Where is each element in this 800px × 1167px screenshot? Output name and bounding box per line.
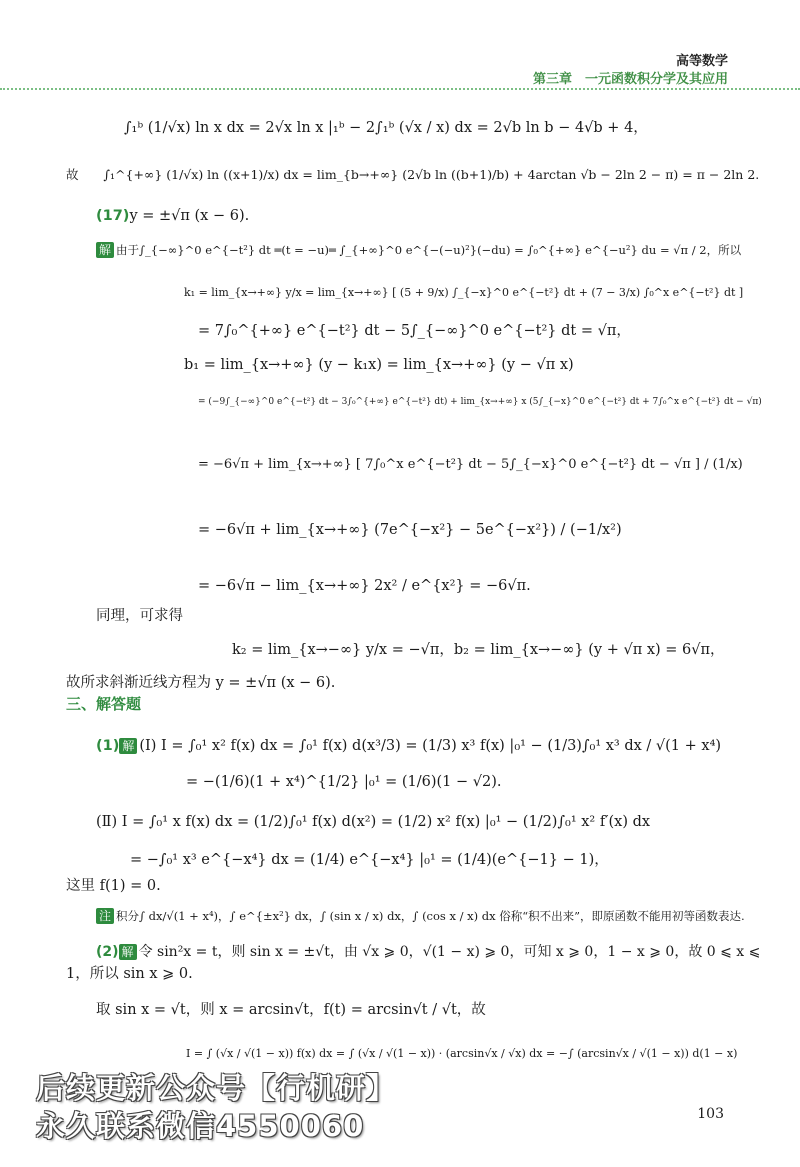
book-title: 高等数学 [675, 54, 728, 69]
watermark-line-1: 后续更新公众号【行机研】 [36, 1071, 397, 1105]
text-line [198, 455, 743, 475]
chapter-title: 第三章 一元函数积分学及其应用 [532, 72, 728, 87]
text-line [198, 321, 631, 341]
text-line [186, 1044, 737, 1064]
line-text: 由于∫_{−∞}^0 e^{−t²} dt ═(t = −u)═ ∫_{+∞}^0 e^{−(−u)²}(−du) = ∫₀^{+∞} e^{−u²} du = √π / 2，所以 [116, 243, 742, 257]
text-line [198, 520, 622, 540]
text-line [184, 355, 574, 375]
line-text: k₁ = lim_{x→+∞} y/x = lim_{x→+∞} [ (5 + 9/x) ∫_{−x}^0 e^{−t²} dt + (7 − 3/x) ∫₀^x e^{−t²} dt ] [184, 286, 744, 299]
note-badge: 注 [96, 908, 114, 924]
text-line [66, 165, 759, 185]
text-line [96, 906, 745, 926]
text-line [96, 736, 721, 756]
solution-badge: 解 [119, 738, 137, 754]
header-divider [0, 88, 800, 90]
text-line [96, 1000, 486, 1020]
line-text: 令 sin²x = t，则 sin x = ±√t，由 √x ⩾ 0，√(1 − x) ⩾ 0，可知 x ⩾ 0，1 − x ⩾ 0，故 0 ⩽ x ⩽ [138, 944, 761, 960]
line-text: (Ⅱ) I = ∫₀¹ x f(x) dx = (1/2)∫₀¹ f(x) d(x²) = (1/2) x² f(x) |₀¹ − (1/2)∫₀¹ x² f′(x) dx [96, 814, 651, 830]
text-line [66, 673, 335, 693]
line-text: 积分∫ dx/√(1 + x⁴)，∫ e^{±x²} dx，∫ (sin x / x) dx，∫ (cos x / x) dx 俗称“积不出来”，即原函数不能用初等函数表达. [116, 909, 745, 923]
text-line [66, 876, 161, 896]
text-line [124, 118, 648, 138]
line-text: ∫₁ᵇ (1/√x) ln x dx = 2√x ln x |₁ᵇ − 2∫₁ᵇ (√x / x) dx = 2√b ln b − 4√b + 4， [124, 120, 648, 136]
page-number: 103 [697, 1106, 724, 1122]
problem-number: (1) [96, 738, 120, 754]
line-text: = (−9∫_{−∞}^0 e^{−t²} dt − 3∫₀^{+∞} e^{−t²} dt) + lim_{x→+∞} x (5∫_{−x}^0 e^{−t²} dt + 7∫₀^x e^{−t²} dt − √π) [198, 397, 762, 407]
problem-number: (17) [96, 208, 130, 224]
solution-badge: 解 [119, 944, 137, 960]
text-line [198, 576, 531, 596]
text-line [184, 283, 743, 303]
text-line [96, 240, 741, 260]
problem-number: (2) [96, 944, 119, 960]
text-line [96, 812, 650, 832]
line-text: = −∫₀¹ x³ e^{−x⁴} dx = (1/4) e^{−x⁴} |₀¹ = (1/4)(e^{−1} − 1)， [130, 852, 609, 868]
text-line [66, 694, 141, 715]
line-text: 故所求斜渐近线方程为 y = ±√π (x − 6). [66, 675, 336, 691]
line-text: I = ∫ (√x / √(1 − x)) f(x) dx = ∫ (√x / √(1 − x)) · (arcsin√x / √x) dx = −∫ (arcsin√x / √(1 − x)) d(1 − x) [186, 1047, 738, 1060]
text-line [96, 606, 183, 626]
line-text: = −6√π + lim_{x→+∞} [ 7∫₀^x e^{−t²} dt − 5∫_{−x}^0 e^{−t²} dt − √π ] / (1/x) [198, 457, 743, 472]
line-text: (Ⅰ) I = ∫₀¹ x² f(x) dx = ∫₀¹ f(x) d(x³/3) = (1/3) x³ f(x) |₀¹ − (1/3)∫₀¹ x³ dx / √(1 + x⁴) [139, 738, 722, 754]
section-heading: 三、解答题 [66, 695, 142, 713]
text-line [96, 206, 249, 226]
line-text: 这里 f(1) = 0. [66, 878, 161, 894]
text-line [186, 772, 502, 792]
line-text: k₂ = lim_{x→−∞} y/x = −√π，b₂ = lim_{x→−∞} (y + √π x) = 6√π， [232, 642, 725, 658]
line-text: b₁ = lim_{x→+∞} (y − k₁x) = lim_{x→+∞} (y − √π x) [184, 357, 574, 373]
text-line [96, 942, 760, 962]
line-text: 取 sin x = √t，则 x = arcsin√t，f(t) = arcsin√t / √t，故 [96, 1002, 486, 1018]
text-line [198, 392, 762, 412]
line-text: = −(1/6)(1 + x⁴)^{1/2} |₀¹ = (1/6)(1 − √2). [186, 774, 502, 790]
line-text: 1，所以 sin x ⩾ 0. [66, 966, 193, 982]
line-text: = 7∫₀^{+∞} e^{−t²} dt − 5∫_{−∞}^0 e^{−t²} dt = √π， [198, 323, 631, 339]
text-line [130, 850, 609, 870]
watermark-line-2: 永久联系微信4550060 [36, 1109, 365, 1143]
text-line [66, 964, 193, 984]
line-text: y = ±√π (x − 6). [129, 208, 250, 224]
line-text: 故 ∫₁^{+∞} (1/√x) ln ((x+1)/x) dx = lim_{b→+∞} (2√b ln ((b+1)/b) + 4arctan √b − 2ln 2 − π) = π − 2ln 2. [66, 167, 760, 182]
line-text: = −6√π − lim_{x→+∞} 2x² / e^{x²} = −6√π. [198, 578, 531, 594]
line-text: 同理，可求得 [96, 608, 183, 624]
line-text: = −6√π + lim_{x→+∞} (7e^{−x²} − 5e^{−x²}) / (−1/x²) [198, 522, 622, 538]
solution-badge: 解 [96, 242, 114, 258]
text-line [232, 640, 725, 660]
